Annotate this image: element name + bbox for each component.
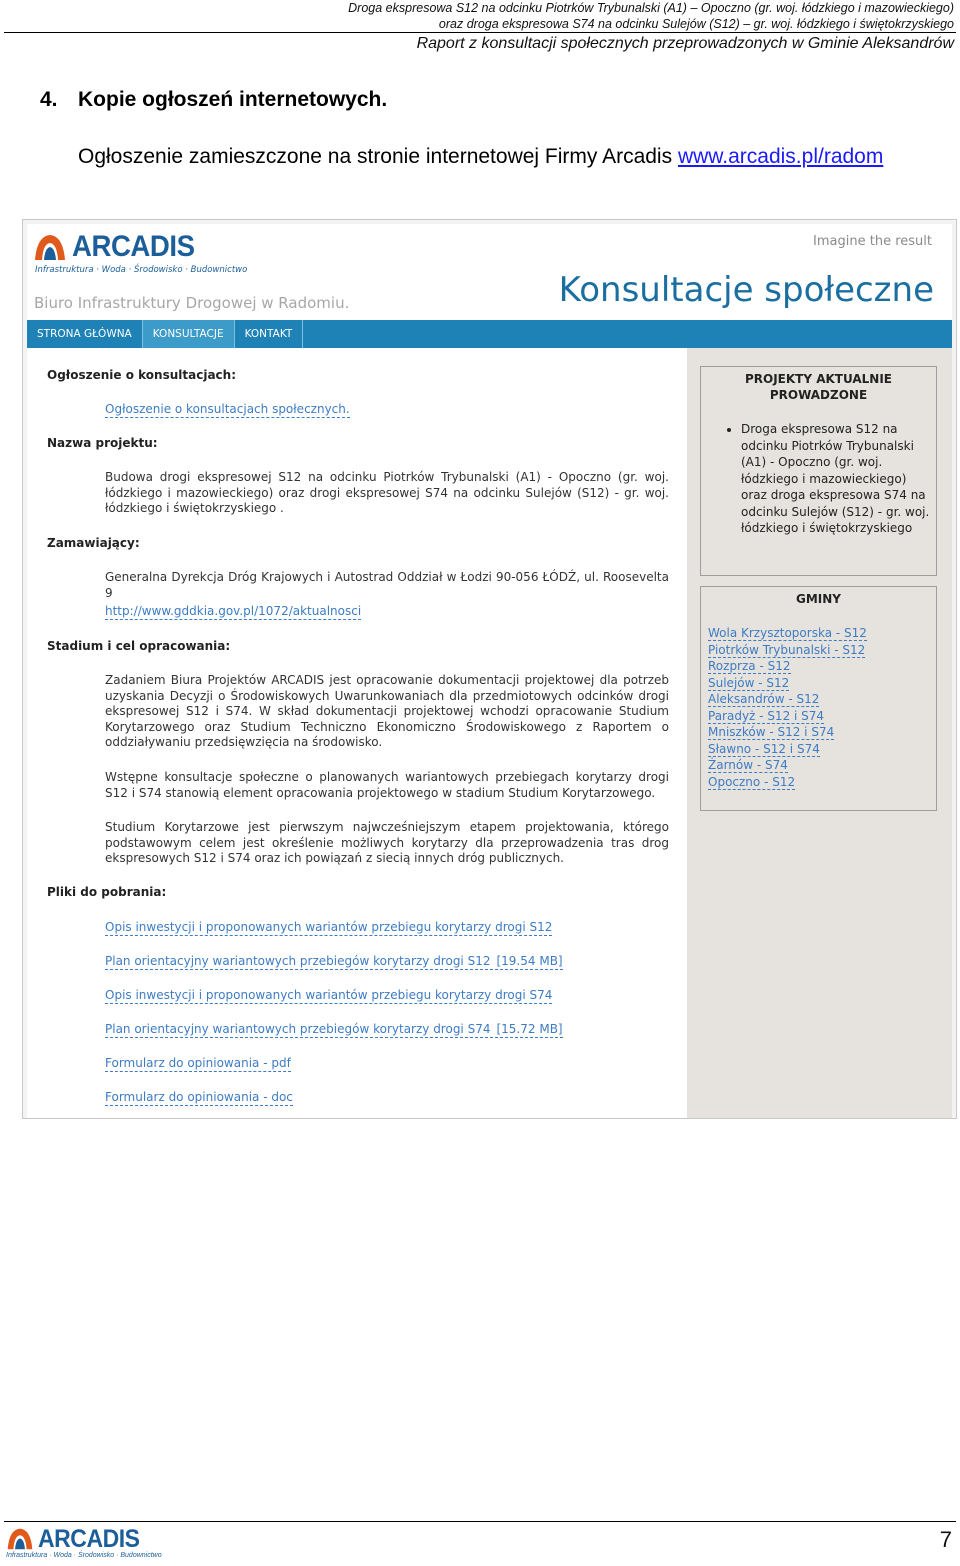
footer-rule (4, 1521, 956, 1522)
footer-logo-text: ARCADIS (38, 1525, 141, 1553)
file-size: [19.54 MB] (496, 954, 563, 968)
gmina-link[interactable]: Wola Krzysztoporska - S12 (708, 626, 867, 640)
header-line-2: oraz droga ekspresowa S74 na odcinku Sulejów (S12) – gr. woj. łódzkiego i świętokrzyskiego (438, 17, 954, 31)
label-stadium: Stadium i cel opracowania: (47, 639, 231, 653)
gmina-link[interactable]: Opoczno - S12 (708, 774, 796, 789)
projects-title-line-1: PROJEKTY AKTUALNIE (744, 372, 893, 386)
page-number: 7 (939, 1527, 952, 1552)
gminy-title: GMINY (796, 592, 841, 606)
site-subtitle: Biuro Infrastruktury Drogowej w Radomiu. (34, 294, 350, 312)
header-line-1: Droga ekspresowa S12 na odcinku Piotrków Trybunalski (A1) – Opoczno (gr. woj. łódzkiego i mazowieckiego) (348, 1, 954, 15)
main-content (27, 348, 687, 1119)
sidebar (687, 348, 952, 1119)
label-pliki: Pliki do pobrania: (47, 885, 167, 899)
project-item[interactable]: • Droga ekspresowa S12 na odcinku Piotrków Trybunalski (A1) - Opoczno (gr. woj. łódzkiego i mazowieckiego) oraz droga ekspresowa S74 na odcinku Sulejów (S12) - gr. woj. łódzkiego i świętokrzyskiego (741, 421, 936, 537)
site-logo[interactable] (33, 230, 248, 275)
running-header (348, 0, 954, 32)
arcadis-logo-icon (33, 232, 67, 262)
gmina-link[interactable]: Aleksandrów - S12 (708, 692, 820, 706)
intro-text: Ogłoszenie zamieszczone na stronie internetowej Firmy Arcadis (78, 145, 678, 168)
projects-title-line-2: PROWADZONE (769, 388, 868, 402)
stadium-paragraph-1: Zadaniem Biura Projektów ARCADIS jest opracowanie dokumentacji projektowej dla potrzeb uzyskania Decyzji o Środowiskowych Uwarunkowaniach dla przedmiotowych odcinków drogi ekspresowej S12 i S74. W skład dokumentacji projektowej wchodzi opracowanie Studium Korytarzowego oraz Studium Techniczno Ekonomiczno Środowiskowego z Raportem o oddziaływaniu przedsięwzięcia na środowisko. (105, 673, 669, 750)
section-title: Kopie ogłoszeń internetowych. (78, 88, 388, 111)
link-ogloszenie[interactable]: Ogłoszenie o konsultacjach społecznych. (105, 402, 350, 416)
file-size: [15.72 MB] (496, 1022, 563, 1036)
stadium-paragraph-3: Studium Korytarzowe jest pierwszym najwcześniejszym etapem projektowania, którego podstawowym celem jest określenie możliwych korytarzy dla przeprowadzenia tras drog ekspresowych S12 i S74 oraz ich powiązań z siecią innych dróg publicznych. (105, 820, 669, 866)
file-link[interactable]: Formularz do opiniowania - pdf (105, 1056, 291, 1070)
site-heading: Konsultacje społeczne (558, 270, 934, 310)
footer-logo (6, 1525, 162, 1559)
header-rule (4, 32, 956, 33)
nav-konsultacje[interactable]: KONSULTACJE (143, 320, 235, 348)
zamawiajacy-text: Generalna Dyrekcja Dróg Krajowych i Autostrad Oddział w Łodzi 90-056 ŁÓDŹ, ul. Roosevelta 9 (105, 570, 669, 600)
label-nazwa: Nazwa projektu: (47, 436, 158, 450)
site-tagline: Imagine the result (813, 234, 932, 249)
file-link[interactable]: Opis inwestycji i proponowanych wariantów przebiegu korytarzy drogi S12 (105, 920, 553, 934)
project-name: Budowa drogi ekspresowej S12 na odcinku Piotrków Trybunalski (A1) - Opoczno (gr. woj. łódzkiego i mazowieckiego) oraz drogi ekspresowej S74 na odcinku Sulejów (S12) - gr. woj. łódzkiego i świętokrzyskiego . (105, 470, 669, 516)
section-number: 4. (40, 88, 58, 111)
gmina-link[interactable]: Sławno - S12 i S74 (708, 741, 820, 756)
gmina-link[interactable]: Paradyż - S12 i S74 (708, 708, 825, 723)
gminy-box (700, 586, 937, 811)
gmina-link[interactable]: Rozprza - S12 (708, 659, 791, 673)
gmina-link[interactable]: Żarnów - S74 (708, 758, 788, 772)
gmina-link[interactable]: Sulejów - S12 (708, 675, 790, 690)
arcadis-logo-icon (6, 1526, 34, 1551)
label-zamawiajacy: Zamawiający: (47, 536, 140, 550)
nav-home[interactable]: STRONA GŁÓWNA (27, 320, 143, 348)
footer-logo-subtitle: Infrastruktura · Woda · Środowisko · Budownictwo (6, 1552, 162, 1559)
file-link[interactable]: Plan orientacyjny wariantowych przebiegów korytarzy drogi S12 [19.54 MB] (105, 954, 563, 968)
site-logo-subtitle: Infrastruktura · Woda · Środowisko · Budownictwo (35, 265, 248, 275)
file-link[interactable]: Formularz do opiniowania - doc (105, 1090, 293, 1104)
site-logo-text: ARCADIS (72, 230, 195, 263)
intro-paragraph (78, 145, 883, 169)
projects-list (701, 421, 936, 537)
gmina-link[interactable]: Piotrków Trybunalski - S12 (708, 642, 866, 657)
label-ogloszenie: Ogłoszenie o konsultacjach: (47, 368, 237, 382)
website-screenshot (22, 219, 957, 1119)
file-link[interactable]: Plan orientacyjny wariantowych przebiegów korytarzy drogi S74 [15.72 MB] (105, 1022, 563, 1036)
stadium-paragraph-2: Wstępne konsultacje społeczne o planowanych wariantowych przebiegach korytarzy drogi S12 i S74 stanowią element opracowania projektowego w stadium Studium Korytarzowego. (105, 770, 669, 800)
header-report: Raport z konsultacji społecznych przeprowadzonych w Gminie Aleksandrów (416, 35, 954, 52)
projects-box (700, 366, 937, 576)
arcadis-link[interactable]: www.arcadis.pl/radom (677, 145, 884, 168)
website-page (27, 224, 952, 1119)
file-link[interactable]: Opis inwestycji i proponowanych wariantów przebiegu korytarzy drogi S74 (105, 988, 553, 1002)
nav-kontakt[interactable]: KONTAKT (235, 320, 304, 348)
gddkia-link[interactable]: http://www.gddkia.gov.pl/1072/aktualnosci (105, 604, 362, 618)
gmina-link[interactable]: Mniszków - S12 i S74 (708, 725, 835, 739)
section-heading (40, 88, 387, 112)
site-nav (27, 320, 952, 348)
